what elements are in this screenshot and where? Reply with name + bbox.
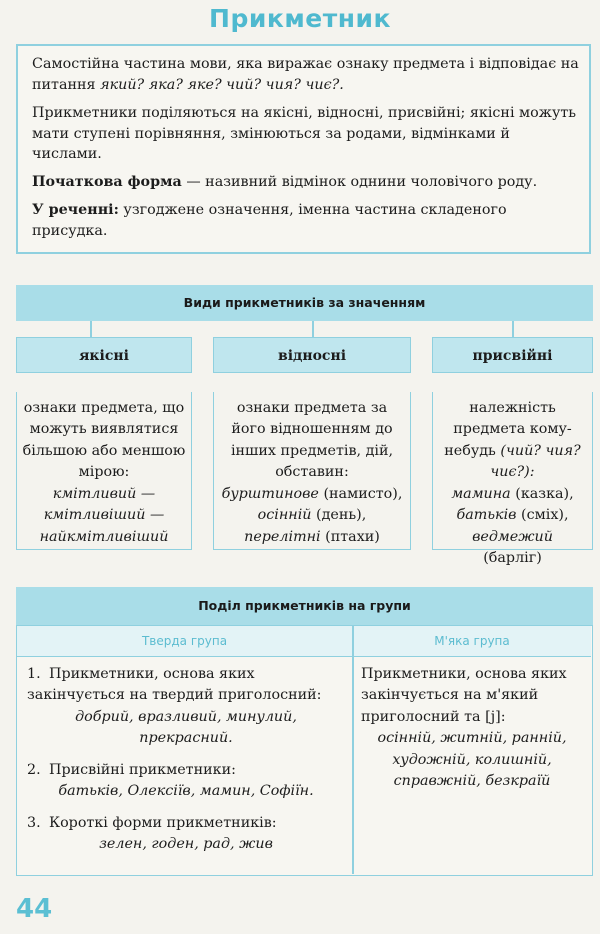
initial-form-label: Початкова форма (32, 174, 182, 191)
list-text: Присвійні прикметники: (49, 761, 236, 778)
list-examples: батьків, Олексіїв, мамин, Софіїн. (58, 783, 314, 800)
list-item (27, 664, 345, 750)
page-number: 44 (16, 894, 53, 924)
page-title: Прикметник (209, 4, 391, 33)
sentence-role-text: узгоджене означення, іменна частина складеного присудка. (32, 202, 507, 240)
relative-example: осінній (257, 507, 312, 524)
list-examples: добрий, вразливий, минулий, прекрасний. (75, 708, 297, 747)
possessive-example-note: (казка), (510, 485, 574, 502)
relative-desc-text: ознаки предмета за його відношенням до інших предметів, дій, обставин: (230, 400, 394, 481)
qualitative-description (16, 392, 192, 550)
relative-label: відносні (213, 337, 411, 373)
relative-description (213, 392, 411, 550)
possessive-example: мамина (451, 485, 511, 502)
groups-table (16, 625, 593, 876)
sentence-role-label: У реченні: (32, 202, 119, 219)
qualitative-label: якісні (16, 337, 192, 373)
list-number: 1. (27, 666, 41, 682)
qualitative-desc-text: ознаки предмета, що можуть виявлятися більшою або меншою мірою: (22, 400, 186, 481)
list-number: 3. (27, 814, 41, 831)
hard-group-heading: Тверда група (17, 626, 352, 657)
relative-example: перелітні (244, 528, 321, 545)
hard-group-content (27, 664, 345, 866)
qualitative-example: кмітливий — кмітливіший — найкмітливіший (39, 485, 169, 545)
soft-group-text: Прикметники, основа яких закінчується на м'який приголосний та [j]: (361, 666, 567, 725)
list-text: Прикметники, основа яких закінчується на твердий приголосний: (27, 666, 322, 704)
meaning-types-header: Види прикметників за значенням (16, 285, 593, 321)
definition-box (16, 44, 591, 254)
list-text: Короткі форми прикметників: (49, 814, 277, 831)
possessive-desc-text: належність предмета кому-небудь (444, 400, 572, 459)
possessive-example-note: (сміх), (516, 507, 569, 524)
relative-example-note: (птахи) (320, 528, 380, 545)
list-item (27, 760, 345, 803)
list-number: 2. (27, 761, 41, 778)
list-examples: зелен, годен, рад, жив (99, 836, 273, 853)
soft-group-examples: осінній, житній, ранній, художній, колишній, справжній, безкраїй (377, 730, 567, 790)
relative-example-note: (день), (311, 507, 367, 524)
definition-paragraph-1 (32, 54, 579, 96)
relative-example-note: (намисто), (318, 485, 403, 502)
possessive-example: батьків (456, 507, 517, 524)
definition-text: Самостійна частина мови, яка виражає ознаку предмета і відповідає на питання (32, 56, 579, 93)
definition-questions: який? яка? яке? чий? чия? чиє?. (100, 76, 344, 93)
definition-paragraph-4 (32, 200, 579, 242)
definition-paragraph-3 (32, 172, 579, 193)
column-divider (352, 626, 354, 874)
soft-group-heading: М'яка група (353, 626, 591, 657)
possessive-example-note: (барліг) (483, 550, 542, 567)
connector-line (90, 321, 92, 337)
possessive-questions: (чий? чия? чиє?): (490, 442, 581, 481)
groups-header: Поділ прикметників на групи (16, 587, 593, 625)
possessive-example: ведмежий (472, 528, 553, 545)
relative-example: бурштинове (221, 485, 319, 502)
possessive-description (432, 392, 593, 567)
connector-line (312, 321, 314, 337)
list-item (27, 813, 345, 856)
possessive-label: присвійні (432, 337, 593, 373)
connector-line (512, 321, 514, 337)
soft-group-content (361, 664, 583, 793)
initial-form-text: — називний відмінок однини чоловічого роду. (181, 174, 538, 191)
definition-paragraph-2: Прикметники поділяються на якісні, відносні, присвійні; якісні можуть мати ступені порівняння, змінюються за родами, відмінками й числами. (32, 104, 577, 163)
